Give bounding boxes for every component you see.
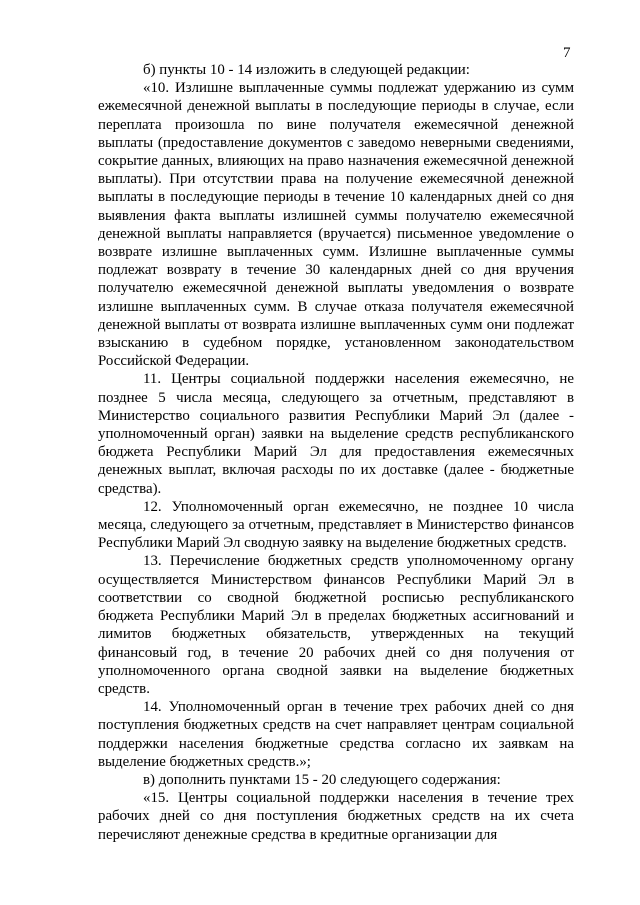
paragraph-amendment-b: б) пункты 10 - 14 изложить в следующей редакции: xyxy=(143,62,470,78)
paragraph-item-14: 14. Уполномоченный орган в течение трех рабочих дней со дня поступления бюджетных средств на счет направляет центрам социальной поддержки населения бюджетные средства согласно их заявкам на выделение бюджетных средств.»; xyxy=(98,699,574,770)
page-number: 7 xyxy=(563,45,571,61)
paragraph-item-15: «15. Центры социальной поддержки населения в течение трех рабочих дней со дня поступления бюджетных средств на их счета перечисляют денежные средства в кредитные организации для xyxy=(98,790,574,843)
paragraph-item-10: «10. Излишне выплаченные суммы подлежат удержанию из сумм ежемесячной денежной выплаты в последующие периоды в случае, если переплата произошла по вине получателя ежемесячной денежной выплаты (предоставление документов с заведомо неверными сведениями, сокрытие данных, влияющих на право назначения ежемесячной денежной выплаты). При отсутствии права на получение ежемесячной денежной выплаты в последующие периоды в течение 10 календарных дней со дня выявления факта выплаты излишней суммы получателю ежемесячной денежной выплаты направляется (вручается) письменное уведомление о возврате излишне выплаченных сумм. Излишне выплаченные суммы подлежат возврату в течение 30 календарных дней со дня вручения получателю ежемесячной денежной выплаты уведомления о возврате излишне выплаченных сумм. В случае отказа получателя ежемесячной денежной выплаты от возврата излишне выплаченных сумм они подлежат взысканию в судебном порядке, установленном законодательством Российской Федерации. xyxy=(98,80,574,370)
paragraph-amendment-c: в) дополнить пунктами 15 - 20 следующего содержания: xyxy=(143,771,501,788)
document-body xyxy=(98,61,574,844)
paragraph-item-11: 11. Центры социальной поддержки населения ежемесячно, не позднее 5 числа месяца, следующего за отчетным, представляют в Министерство социального развития Республики Марий Эл (далее - уполномоченный орган) заявки на выделение средств республиканского бюджета Республики Марий Эл для предоставления ежемесячных денежных выплат, включая расходы по их доставке (далее - бюджетные средства). xyxy=(98,371,574,497)
paragraph-item-13: 13. Перечисление бюджетных средств уполномоченному органу осуществляется Министерством финансов Республики Марий Эл в соответствии со сводной бюджетной росписью республиканского бюджета Республики Марий Эл в пределах бюджетных ассигнований и лимитов бюджетных обязательств, утвержденных на текущий финансовый год, в течение 20 рабочих дней со дня получения от уполномоченного органа сводной заявки на выделение бюджетных средств. xyxy=(98,553,574,697)
paragraph-item-12: 12. Уполномоченный орган ежемесячно, не позднее 10 числа месяца, следующего за отчетным, представляет в Министерство финансов Республики Марий Эл сводную заявку на выделение бюджетных средств. xyxy=(98,498,574,552)
